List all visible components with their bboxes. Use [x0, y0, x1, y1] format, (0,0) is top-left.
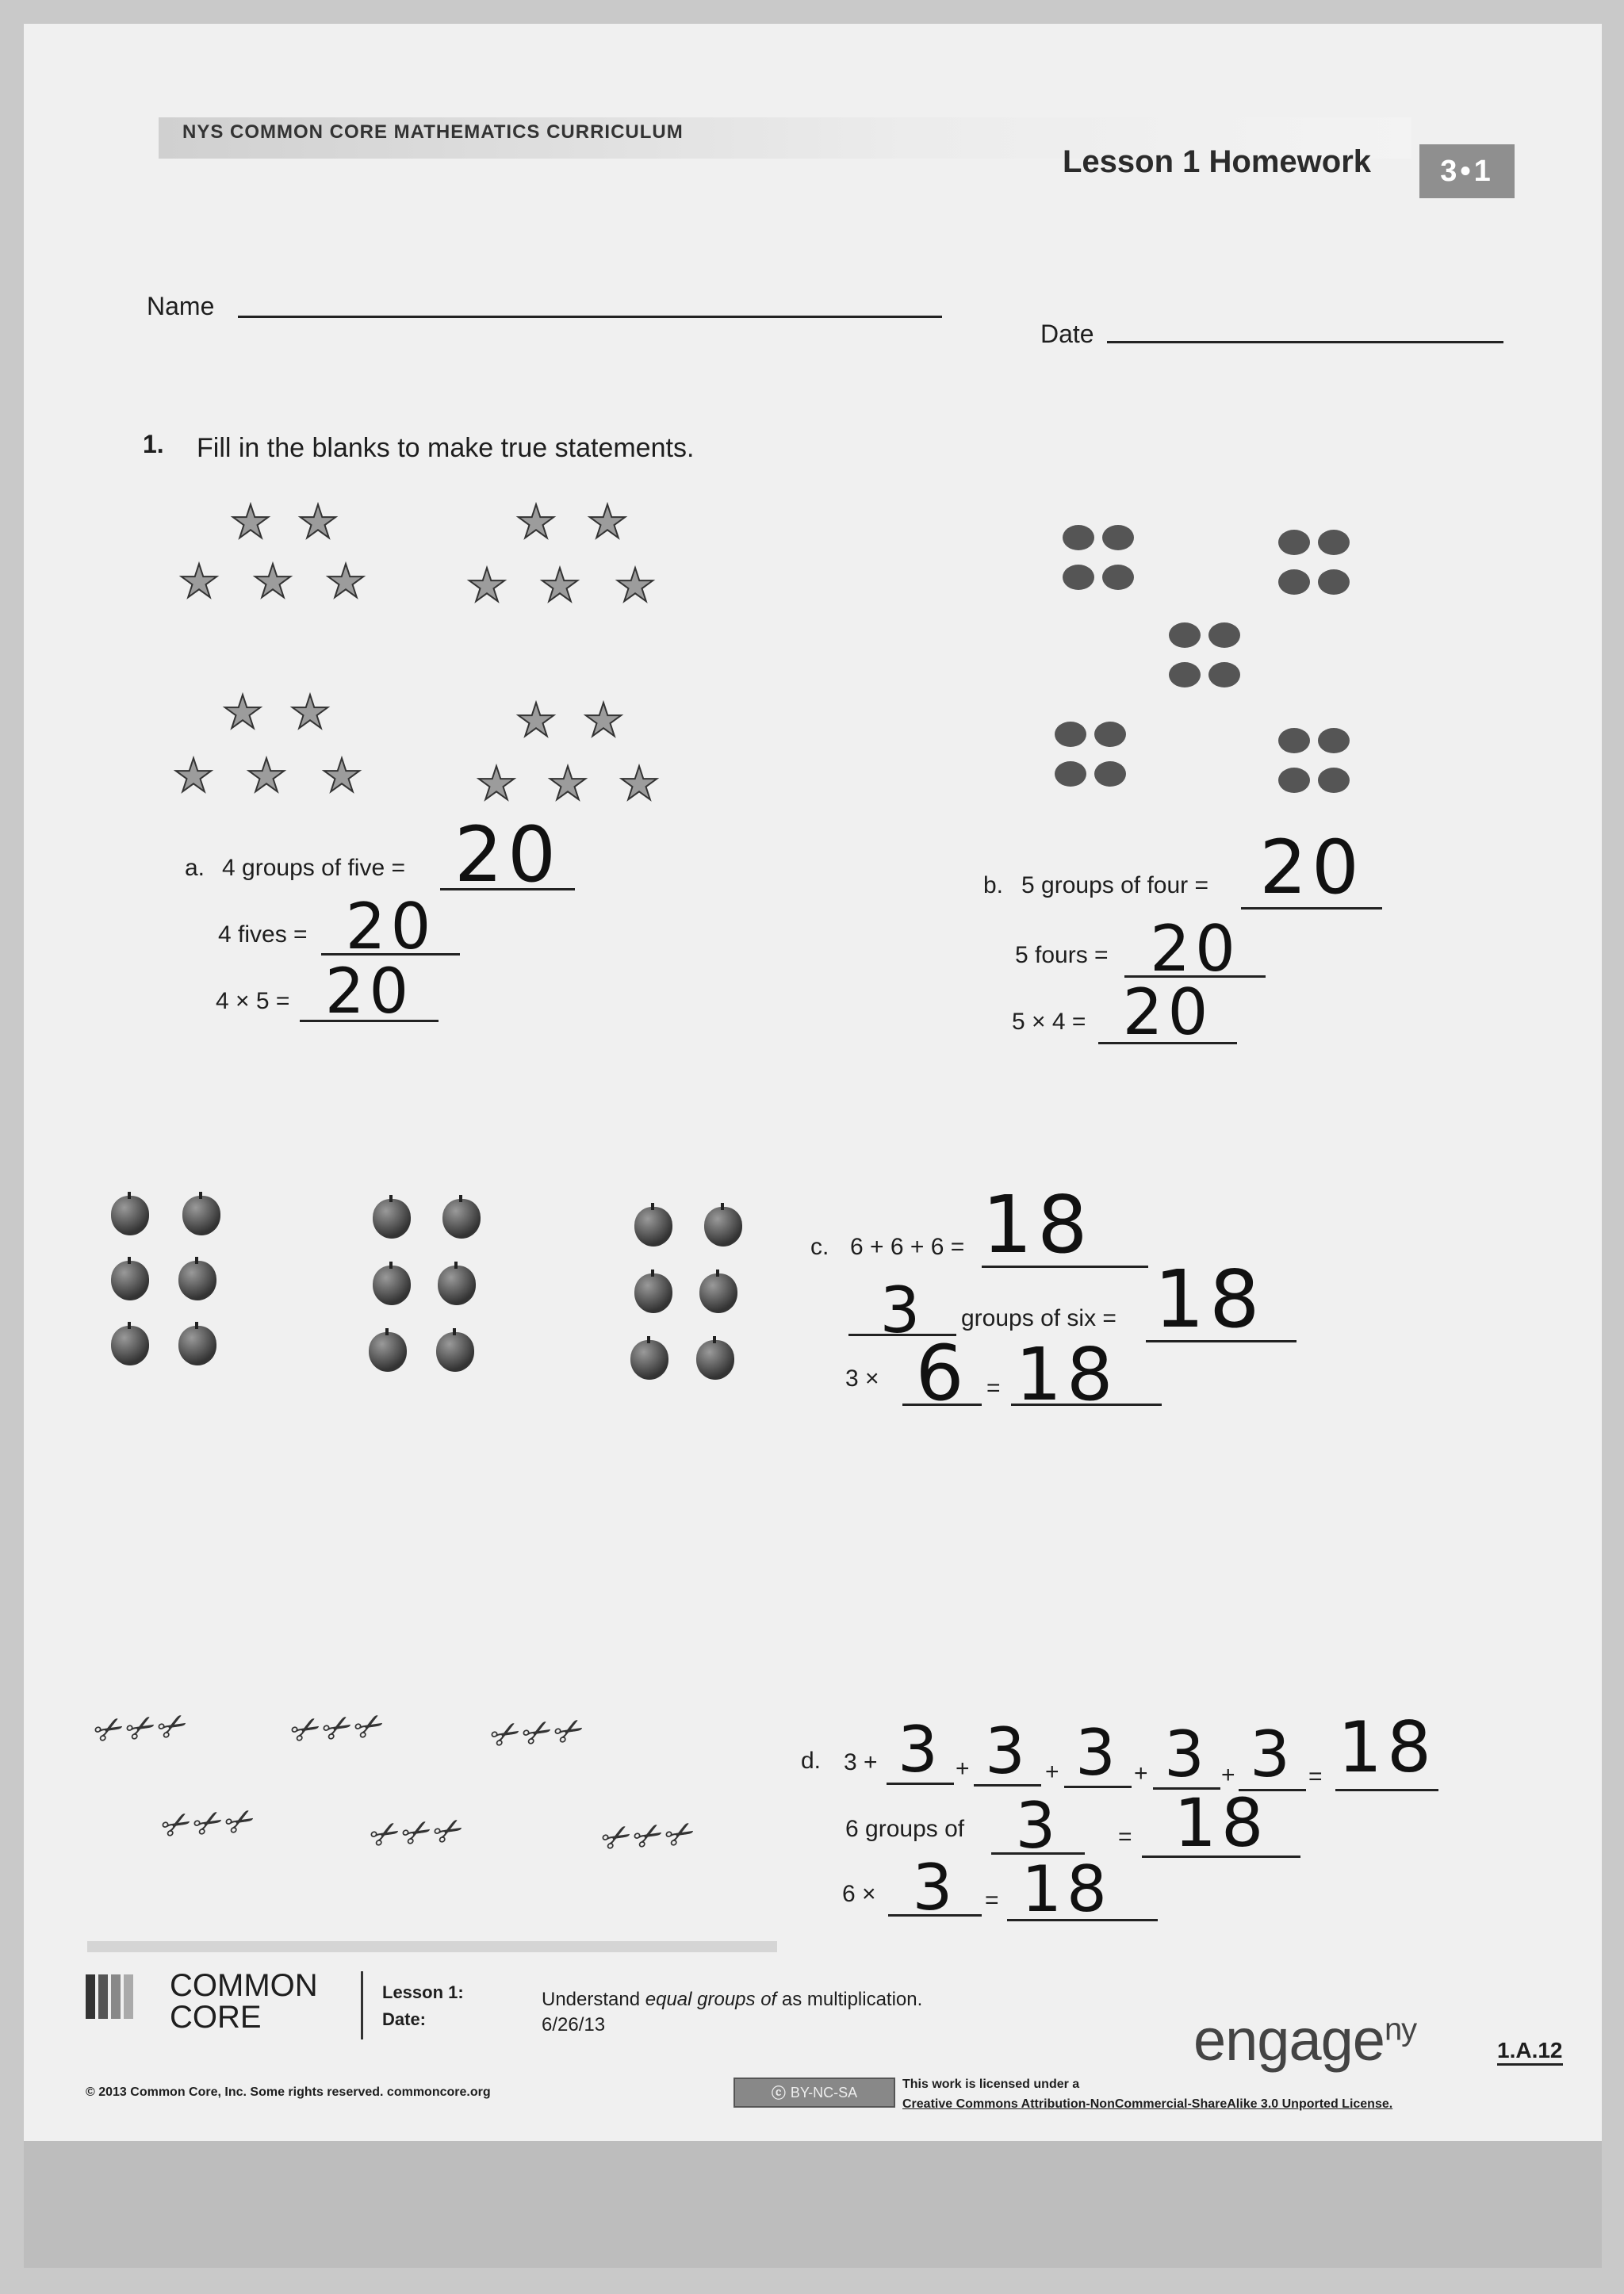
part-d-answer2: 3 [985, 1714, 1030, 1788]
apple-icon [442, 1199, 481, 1239]
footer-date-value: 6/26/13 [542, 2014, 606, 2035]
star-icon: ★ [178, 556, 220, 607]
part-c-letter: c. [810, 1234, 829, 1260]
part-d-plus1: + [956, 1756, 970, 1782]
part-a-answer2: 20 [345, 890, 436, 963]
part-c-answer3: 18 [1015, 1332, 1118, 1417]
lesson-homework-title: Lesson 1 Homework [1063, 144, 1372, 179]
footer-lesson-label: Lesson 1: [382, 1982, 464, 2002]
apple-icon [634, 1207, 672, 1247]
part-c-answer2: 18 [1154, 1253, 1265, 1346]
star-icon: ★ [515, 695, 557, 746]
name-line[interactable] [238, 316, 942, 318]
engageny-logo [1193, 2006, 1416, 2074]
scissors-icon: ✂ [362, 1810, 408, 1859]
footer-divider [361, 1971, 363, 2039]
apple-icon [111, 1196, 149, 1235]
part-b-answer2: 20 [1150, 912, 1240, 986]
part-d-answer10: 18 [1021, 1852, 1112, 1926]
apple-icon [634, 1273, 672, 1313]
scissors-icon: ✂ [515, 1709, 561, 1758]
common-core-logo-icon [86, 1974, 136, 2023]
dot-icon [1102, 525, 1134, 550]
module-badge: 3•1 [1419, 144, 1515, 198]
part-d-answer1: 3 [898, 1713, 943, 1787]
dot-icon [1063, 525, 1094, 550]
dot-icon [1278, 768, 1310, 793]
scissors-icon: ✂ [657, 1810, 703, 1859]
star-icon: ★ [222, 687, 263, 738]
dot-icon [1169, 662, 1201, 687]
part-d-line3-text: 6 × [842, 1881, 876, 1907]
part-b-line1-text: 5 groups of four = [1021, 872, 1208, 898]
part-d-plus3: + [1134, 1760, 1148, 1787]
dot-icon [1208, 662, 1240, 687]
footer-lesson-desc [542, 1989, 922, 2011]
scissors-icon: ✂ [186, 1799, 232, 1848]
footer-date-label: Date: [382, 2009, 427, 2029]
part-d-answer8: 18 [1174, 1784, 1269, 1862]
part-d-answer4: 3 [1164, 1718, 1209, 1791]
scissors-icon: ✂ [283, 1706, 329, 1755]
part-a-answer1: 20 [454, 810, 561, 899]
star-icon: ★ [615, 560, 656, 611]
scissors-icon: ✂ [546, 1707, 592, 1756]
apple-icon [373, 1266, 411, 1305]
scissors-icon: ✂ [347, 1702, 393, 1752]
engage-text: engage [1193, 2007, 1385, 2073]
name-label: Name [147, 292, 215, 320]
part-d-line2-text: 6 groups of [845, 1816, 965, 1842]
cc-license-badge[interactable] [733, 2078, 895, 2108]
scissors-icon: ✂ [150, 1702, 196, 1752]
logo-text-line1: COMMON [170, 1968, 318, 2003]
part-d-eq1: = [1308, 1764, 1323, 1790]
dot-icon [1055, 761, 1086, 787]
star-icon: ★ [587, 496, 628, 548]
star-icon: ★ [547, 758, 588, 810]
apple-icon [111, 1261, 149, 1300]
scissors-icon: ✂ [483, 1710, 529, 1760]
part-c-line3-eq: = [986, 1375, 1001, 1401]
apple-icon [178, 1261, 216, 1300]
star-icon: ★ [476, 758, 517, 810]
apple-icon [182, 1196, 220, 1235]
star-icon: ★ [619, 758, 660, 810]
dot-icon [1318, 768, 1350, 793]
part-c-line3-text: 3 × [845, 1365, 879, 1392]
part-d-line1-start: 3 + [844, 1749, 878, 1775]
worksheet-page [24, 24, 1602, 2236]
scissors-icon: ✂ [315, 1704, 361, 1753]
license-link[interactable]: Creative Commons Attribution-NonCommercial-ShareAlike 3.0 Unported License. [902, 2097, 1393, 2111]
scissors-icon: ✂ [594, 1813, 640, 1863]
date-label: Date [1040, 320, 1094, 348]
apple-icon [369, 1332, 407, 1372]
dot-icon [1318, 569, 1350, 595]
part-d-answer3: 3 [1075, 1716, 1120, 1790]
star-icon: ★ [325, 556, 366, 607]
apple-icon [630, 1340, 668, 1380]
part-d-answer7: 3 [1015, 1789, 1061, 1863]
dot-icon [1278, 569, 1310, 595]
scissors-icon: ✂ [118, 1704, 164, 1753]
star-icon: ★ [173, 750, 214, 802]
curriculum-title: NYS COMMON CORE MATHEMATICS CURRICULUM [182, 121, 684, 143]
star-icon: ★ [252, 556, 293, 607]
scissors-icon: ✂ [394, 1809, 440, 1858]
scissors-icon: ✂ [626, 1812, 672, 1861]
apple-icon [696, 1340, 734, 1380]
apple-icon [111, 1326, 149, 1365]
part-b-answer1: 20 [1259, 825, 1364, 911]
part-d-answer6: 18 [1338, 1706, 1436, 1788]
dot-icon [1094, 722, 1126, 747]
star-icon: ★ [246, 750, 287, 802]
dot-icon [1278, 728, 1310, 753]
part-b-letter: b. [983, 872, 1004, 898]
apple-icon [438, 1266, 476, 1305]
problem-instruction: Fill in the blanks to make true statements. [197, 433, 695, 463]
star-icon: ★ [230, 496, 271, 548]
dot-icon [1318, 728, 1350, 753]
dot-icon [1102, 565, 1134, 590]
part-c-answer1: 18 [982, 1178, 1093, 1271]
star-icon: ★ [289, 687, 331, 738]
page-code: 1.A.12 [1497, 2038, 1563, 2066]
part-d-plus2: + [1045, 1759, 1059, 1785]
license-line1: This work is licensed under a [902, 2078, 1080, 2091]
part-d-line3-eq: = [985, 1887, 999, 1913]
logo-text-line2: CORE [170, 2000, 262, 2035]
dot-icon [1318, 530, 1350, 555]
star-icon: ★ [297, 496, 339, 548]
apple-icon [373, 1199, 411, 1239]
apple-icon [436, 1332, 474, 1372]
part-a-line2-text: 4 fives = [218, 921, 308, 948]
dot-icon [1208, 622, 1240, 648]
dot-icon [1094, 761, 1126, 787]
engage-sup: ny [1384, 2012, 1417, 2047]
part-a-line3-text: 4 × 5 = [216, 988, 290, 1014]
part-d-plus4: + [1221, 1762, 1235, 1788]
star-icon: ★ [583, 695, 624, 746]
desc-part-2: as multiplication. [776, 1989, 923, 2010]
dot-icon [1278, 530, 1310, 555]
part-b-answer3: 20 [1122, 975, 1213, 1049]
scissors-icon: ✂ [154, 1801, 200, 1850]
problem-number: 1. [143, 430, 164, 458]
star-icon: ★ [515, 496, 557, 548]
scan-shadow [24, 2141, 1602, 2268]
part-b-line2-text: 5 fours = [1015, 942, 1109, 968]
part-d-answer5: 3 [1250, 1718, 1295, 1791]
desc-emphasis: equal groups of [645, 1989, 777, 2010]
part-d-blank6[interactable] [1335, 1789, 1438, 1791]
apple-icon [699, 1273, 737, 1313]
scissors-icon: ✂ [217, 1798, 263, 1847]
copyright: © 2013 Common Core, Inc. Some rights reserved. commoncore.org [86, 2085, 491, 2099]
cc-badge-text: BY-NC-SA [790, 2084, 858, 2101]
dot-icon [1055, 722, 1086, 747]
part-a-letter: a. [185, 855, 205, 881]
part-b-line3-text: 5 × 4 = [1012, 1009, 1086, 1035]
footer-rule [87, 1941, 777, 1952]
scissors-icon: ✂ [86, 1706, 132, 1755]
apple-icon [178, 1326, 216, 1365]
cc-icon: ⓒ [771, 2085, 786, 2101]
part-d-line2-eq: = [1118, 1824, 1132, 1850]
part-c-answer2-pre: 3 [879, 1273, 925, 1347]
star-icon: ★ [321, 750, 362, 802]
star-icon: ★ [539, 560, 580, 611]
part-d-answer9: 3 [912, 1851, 958, 1924]
dot-icon [1169, 622, 1201, 648]
star-icon: ★ [466, 560, 508, 611]
dot-icon [1063, 565, 1094, 590]
apple-icon [704, 1207, 742, 1247]
part-c-line2-text: groups of six = [961, 1305, 1116, 1331]
part-d-letter: d. [801, 1748, 822, 1774]
desc-part-1: Understand [542, 1989, 645, 2010]
part-a-line1-text: 4 groups of five = [222, 855, 405, 881]
part-c-line1-text: 6 + 6 + 6 = [850, 1234, 965, 1260]
part-c-answer3-mid: 6 [915, 1329, 969, 1418]
part-a-answer3: 20 [324, 956, 414, 1028]
date-line[interactable] [1107, 341, 1503, 343]
scissors-icon: ✂ [426, 1807, 472, 1856]
